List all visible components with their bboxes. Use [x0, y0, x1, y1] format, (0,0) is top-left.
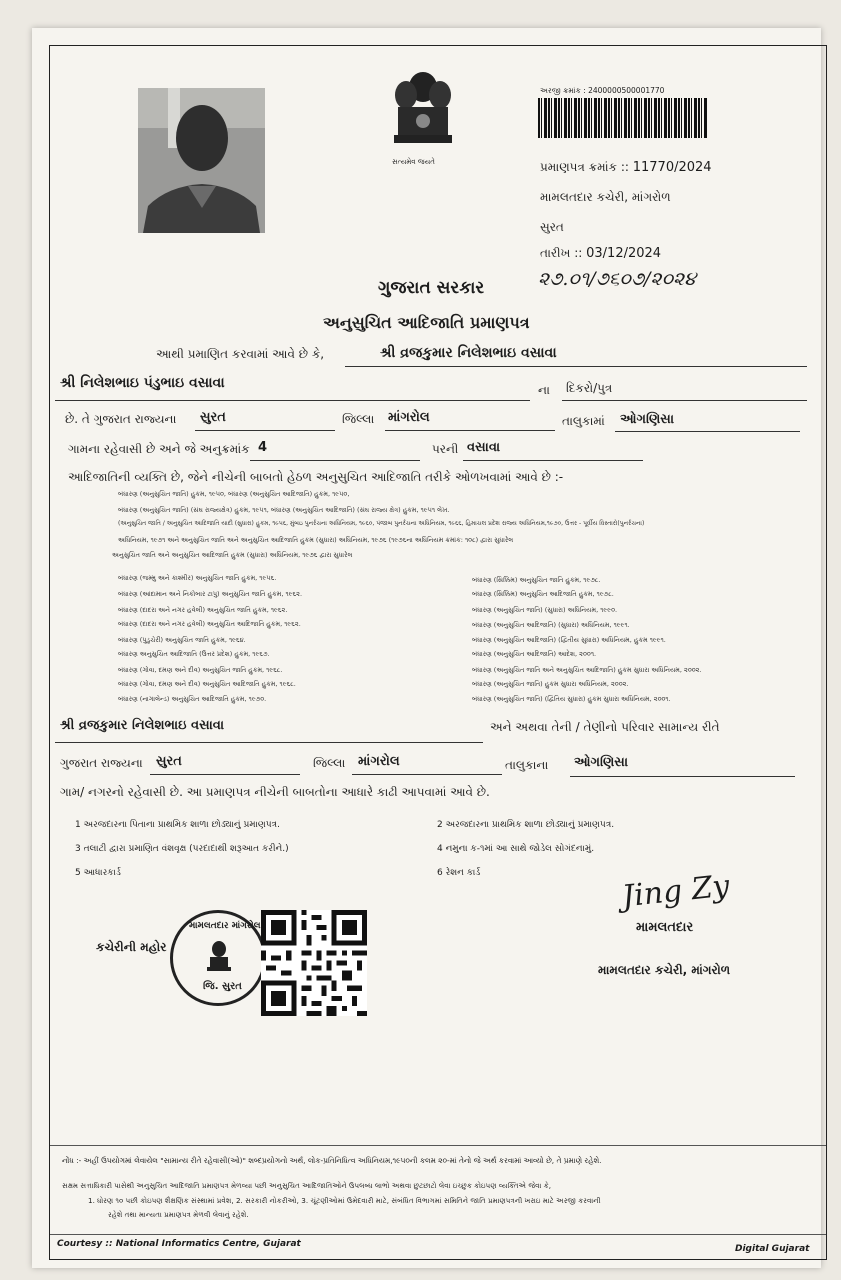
underline	[463, 460, 643, 461]
underline	[615, 431, 800, 432]
emblem-icon	[205, 939, 233, 975]
order-line: (અનુસુચિત જાતિ / અનુસુચિત આદિજાતિ યાદી (સુધારા) હુકમ, ૧૯૫૬, મુંબઇ પુનર્રચના અધિનિયમ, ૧૯૬૦, પંજાબ પુનર્રચના અધિનિયમ, ૧૯૬૬, હિમાચલ પ્રદેશ રાજ્ય અધિનિયમ,૧૯૭૦, ઉત્તર - પૂર્વીય વિસ્તારો(પુનર્રચના)	[118, 520, 645, 527]
order-line: અધિનિયમ, ૧૯૭૧ અને અનુસુચિત જાતિ અને અનુસુચિત આદિજાતિ હુકમ (સુધારા) અધિનિયમ, ૧૯૭૬ (૧૯૭૬ના અધિનિયમ ક્રમાંક: ૧૦૮) દ્વારા સુધારેલ	[118, 536, 514, 544]
handwritten-reference: ૨૭.૦૧/૭૬૦૭/૨૦૨૪	[538, 268, 696, 290]
order-line: અનુસુચિત જાતિ અને અનુસુચિત આદિજાતિ હુકમ (સુધારા) અધિનિયમ, ૧૯૭૬ દ્વારા સુધારેલ	[112, 551, 353, 559]
document-item: 4 નમુના ક-૧માં આ સાથે જોડેલ સોગંદનામું.	[437, 844, 595, 854]
order-right: બંધારણ (સિક્કિમ) અનુસુચિત જાતિ હુકમ, ૧૯૭૮.	[472, 576, 601, 584]
certificate-number-row: પ્રમાણપત્ર ક્રમાંક :: 11770/2024	[540, 160, 712, 175]
office-seal-label: કચેરીની મહોર	[96, 940, 167, 954]
seal-bottom-text: જિ. સુરત	[203, 981, 242, 992]
order-right: બંધારણ (અનુસુચિત આદિજાતિ) આદેશ, ૨૦૦૧.	[472, 650, 597, 658]
application-number: અરજી ક્રમાંક : 2400000500001770	[540, 86, 665, 95]
village-value: ઓગણિસા	[620, 412, 675, 427]
emblem-caption: સત્યમેવ જયતે	[392, 158, 435, 166]
certificate-title: અનુસુચિત આદિજાતિ પ્રમાણપત્ર	[323, 313, 530, 332]
signatory-office: મામલતદાર કચેરી, માંગરોળ	[598, 963, 731, 977]
document-item: 5 આધારકાર્ડ	[75, 868, 121, 878]
order-line: બંધારણ (અનુસુચિત જાતિ) હુકમ, ૧૯૫૦, બંધારણ (અનુસુચિત આદિજાતિ) હુકમ, ૧૯૫૦,	[118, 490, 350, 498]
underline	[352, 774, 502, 775]
order-left: બંધારણ અનુસુચિત આદિજાતિ (ઉત્તર પ્રદેશ) હુકમ, ૧૯૬૭.	[118, 650, 270, 658]
order-right: બંધારણ (અનુસુચિત આદિજાતિ) (સુધારા) અધિનિયમ, ૧૯૯૧.	[472, 621, 630, 629]
underline	[55, 742, 483, 743]
government-title: ગુજરાત સરકાર	[378, 278, 485, 298]
underline	[385, 430, 555, 431]
taluka-value: માંગરોલ	[388, 410, 430, 425]
digital-gujarat-text: Digital Gujarat	[735, 1244, 810, 1254]
taluka-label: તાલુકામાં	[562, 414, 605, 428]
qr-code	[261, 910, 367, 1016]
district-label: જિલ્લા	[342, 412, 375, 426]
issuing-office: મામલતદાર કચેરી, માંગરોળ	[540, 190, 671, 204]
officer-signature: Jing Zy	[620, 868, 732, 915]
issue-date: 03/12/2024	[586, 246, 662, 261]
resident-text: ગામના રહેવાસી છે અને જે અનુક્રમાંક	[68, 442, 250, 456]
order-right: બંધારણ (સિક્કિમ) અનુસુચિત આદિજાતિ હુકમ, ૧૯૭૮.	[472, 590, 614, 598]
family-text: અને અથવા તેની / તેણીનો પરિવાર સામાન્ય રીતે	[490, 720, 720, 734]
order-left: બંધારણ (ગોવા, દમણ અને દીવ) અનુસુચિત આદિજાતિ હુકમ, ૧૯૬૮.	[118, 680, 296, 688]
relation: દિકરો/પુત્ર	[566, 381, 613, 395]
issue-date-row: તારીખ :: 03/12/2024	[540, 246, 662, 261]
divider	[50, 1234, 826, 1235]
taluka-value-2: માંગરોલ	[358, 754, 400, 769]
document-item: 6 રેશન કાર્ડ	[437, 868, 481, 878]
para-label: પરની	[432, 442, 459, 456]
tribe-intro: આદિજાતિની વ્યક્તિ છે, જેને નીચેની બાબતો હેઠળ અનુસુચિત આદિજાતિ તરીકે ઓળખવામાં આવે છે :-	[68, 470, 564, 484]
certify-text: આથી પ્રમાણિત કરવામાં આવે છે કે,	[156, 347, 325, 361]
order-left: બંધારણ (ગોવા, દમણ અને દીવ) અનુસુચિત જાતિ હુકમ, ૧૯૬૮.	[118, 666, 283, 674]
underline	[150, 774, 300, 775]
underline	[195, 430, 335, 431]
serial-number: 4	[258, 440, 268, 455]
divider	[50, 1145, 826, 1146]
basis-text: ગામ/ નગરનો રહેવાસી છે. આ પ્રમાણપત્ર નીચેની બાબતોના આધારે કાઢી આપવામાં આવે છે.	[60, 785, 490, 799]
order-left: બંધારણ (દાદરા અને નગર હવેલી) અનુસુચિત જાતિ હુકમ, ૧૯૬૨.	[118, 606, 288, 614]
order-right: બંધારણ (અનુસુચિત જાતિ) હુકમ સુધારા અધિનિયમ, ૨૦૦૨.	[472, 680, 629, 688]
underline	[55, 400, 530, 401]
order-right: બંધારણ (અનુસુચિત જાતિ અને અનુસુચિત આદિજાતિ) હુકમ સુધારા અધિનિયમ, ૨૦૦૨.	[472, 666, 702, 674]
underline	[250, 460, 420, 461]
state-text-2: ગુજરાત રાજ્યના	[60, 756, 143, 770]
district-value: સુરત	[200, 410, 226, 425]
district-value-2: સુરત	[156, 754, 182, 769]
underline	[345, 366, 807, 367]
father-name: શ્રી નિલેશભાઇ પંડુભાઇ વસાવા	[60, 375, 225, 391]
order-left: બંધારણ (જમ્મુ અને કાશ્મીર) અનુસુચિત જાતિ હુકમ, ૧૯૫૬.	[118, 574, 277, 582]
signatory-title: મામલતદાર	[636, 920, 694, 935]
order-right: બંધારણ (અનુસુચિત આદિજાતિ) (દ્વિતીય સુધારા) અધિનિયમ, હુકમ ૧૯૯૧.	[472, 636, 666, 644]
na-text: ના	[538, 383, 550, 397]
order-left: બંધારણ (આંદામાન અને નિકોબાર ટાપુ) અનુસુચિત જાતિ હુકમ, ૧૯૬૨.	[118, 590, 303, 598]
order-left: બંધારણ (દાદરા અને નગર હવેલી) અનુસુચિત આદિજાતિ હુકમ, ૧૯૬૨.	[118, 620, 301, 628]
certificate-number-label: પ્રમાણપત્ર ક્રમાંક	[540, 160, 618, 174]
national-emblem-icon	[386, 65, 460, 165]
order-left: બંધારણ (નાગાલેન્ડ) અનુસુચિત આદિજાતિ હુકમ, ૧૯૭૦.	[118, 695, 267, 703]
office-seal-stamp	[170, 910, 266, 1006]
footer-note: સક્ષમ સત્તાધિકારી પાસેથી અનુસુચિત આદિજાતિ પ્રમાણપત્ર મેળવ્યા પછી અનુસુચિત આદિજાતિઓને ઉપલબ્ધ લાભો અથવા છુટછાટો લેવા ઇચ્છુક કોઇપણ વ્યક્તિએ જેવા કે,	[62, 1181, 552, 1190]
taluka-label-2: તાલુકાના	[505, 758, 549, 772]
order-right: બંધારણ (અનુસુચિત જાતિ) (દ્વિતિય સુધારા) હુકમ સુધારા અધિનિયમ, ૨૦૦૧.	[472, 695, 671, 703]
village-value-2: ઓગણિસા	[574, 755, 629, 770]
courtesy-text: Courtesy :: National Informatics Centre, Gujarat	[57, 1239, 301, 1249]
footer-note: 1. ધોરણ ૧૦ પછી કોઇપણ શૈક્ષણિક સંસ્થામાં પ્રવેશ, 2. સરકારી નોકરીઓ, 3. ચૂંટણીઓમાં ઉમેદવારી માટે, સંબંધિત વિભાગમાં સમિતિને જાતિ પ્રમાણપત્રની ખરાઇ માટે અરજી કરવાની	[88, 1196, 601, 1205]
document-item: 3 તલાટી દ્વારા પ્રમાણિત વંશવૃક્ષ (પરદાદાથી શરૂઆત કરીને.)	[75, 844, 289, 854]
tribe-name: વસાવા	[467, 440, 501, 455]
state-text: છે. તે ગુજરાત રાજ્યના	[65, 412, 177, 426]
order-right: બંધારણ (અનુસુચિત જાતિ) (સુધારા) અધિનિયમ, ૧૯૯૦.	[472, 606, 618, 614]
document-item: 1 અરજદારના પિતાના પ્રાથમિક શાળા છોડ્યાનું પ્રમાણપત્ર.	[75, 820, 280, 830]
underline	[570, 776, 795, 777]
holder-name: શ્રી વ્રજકુમાર નિલેશભાઇ વસાવા	[380, 345, 557, 361]
holder-name-repeat: શ્રી વ્રજકુમાર નિલેશભાઇ વસાવા	[60, 718, 225, 733]
order-line: બંધારણ (અનુસુચિત જાતિ) (સંઘ રાજ્યક્ષેત્ર) હુકમ, ૧૯૫૧, બંધારણ (અનુસુચિત આદિજાતિ) (સંઘ રાજ્ય ક્ષેત્ર) હુકમ, ૧૯૫૧ લેખ.	[118, 506, 450, 514]
document-item: 2 અરજદારના પ્રાથમિક શાળા છોડ્યાનું પ્રમાણપત્ર.	[437, 820, 615, 830]
underline	[562, 400, 807, 401]
issue-date-label: તારીખ	[540, 246, 571, 260]
barcode	[538, 98, 708, 138]
district-label-2: જિલ્લા	[313, 756, 346, 770]
footer-note: રહેશે તથા માન્યતા પ્રમાણપત્ર મેળવી લેવાનું રહેશે.	[108, 1210, 249, 1219]
certificate-number: 11770/2024	[632, 160, 712, 175]
seal-ring-text: મામલતદાર માંગરોલ	[189, 921, 261, 931]
footer-note: નોંધ :- અહીં ઉપયોગમાં લેવાયેલ "સામાન્ય રીતે રહેવાસી(ઓ)" શબ્દપ્રયોગનો અર્થ, લોક-પ્રતિનિધિત્વ અધિનિયમ,૧૯૫૦ની કલમ ૨૦-માં તેનો જે અર્થ કરવામાં આવ્યો છે, તે પ્રમાણે રહેશે.	[62, 1156, 602, 1165]
issuing-place: સુરત	[540, 220, 564, 234]
order-left: બંધારણ (પુડુચેરી) અનુસુચિત જાતિ હુકમ, ૧૯૬૪.	[118, 636, 246, 644]
applicant-photo	[138, 88, 265, 233]
